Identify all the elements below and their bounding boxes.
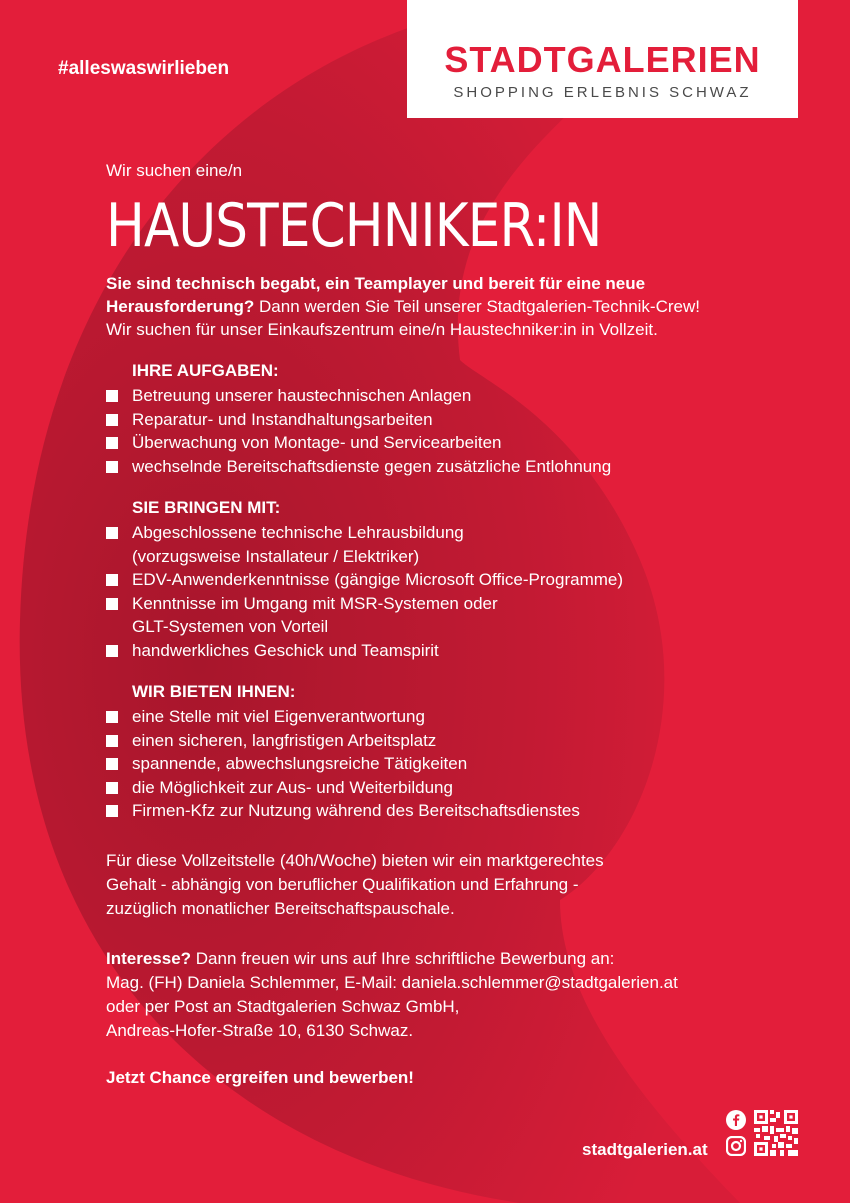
list-item xyxy=(106,384,806,408)
section-2 xyxy=(106,681,806,823)
list-item-text: einen sicheren, langfristigen Arbeitsplatz xyxy=(132,730,437,750)
section-1 xyxy=(106,497,806,662)
section-title: WIR BIETEN IHNEN: xyxy=(132,682,296,701)
list-item-text: wechselnde Bereitschaftsdienste gegen zusätzliche Entlohnung xyxy=(132,456,612,476)
list-item xyxy=(106,639,806,663)
bullet-square-icon xyxy=(106,437,118,449)
bullet-square-icon xyxy=(106,461,118,473)
list-item xyxy=(106,752,806,776)
list-item-text: eine Stelle mit viel Eigenverantwortung xyxy=(132,707,425,726)
contact-line-1 xyxy=(106,947,806,971)
bullet-square-icon xyxy=(106,645,118,657)
salary-line: Gehalt - abhängig von beruflicher Qualifikation und Erfahrung - xyxy=(106,874,579,894)
list-item xyxy=(106,521,806,568)
sections xyxy=(106,360,806,823)
bullet-square-icon xyxy=(106,574,118,586)
list-item xyxy=(106,799,806,823)
list-item-text: Reparatur- und Instandhaltungsarbeiten xyxy=(132,409,433,429)
hashtag: #alleswaswirlieben xyxy=(58,58,230,79)
list-item-text: EDV-Anwenderkenntnisse (gängige Microsoft Office-Programme) xyxy=(132,570,624,589)
list-item-text: GLT-Systemen von Vorteil xyxy=(132,617,329,636)
contact-line-1-rest: Dann freuen wir uns auf Ihre schriftliche Bewerbung an: xyxy=(191,948,615,968)
bullet-square-icon xyxy=(106,758,118,770)
bullet-square-icon xyxy=(106,414,118,426)
bullet-square-icon xyxy=(106,711,118,723)
bullet-square-icon xyxy=(106,782,118,794)
job-ad-content xyxy=(106,160,806,1088)
list-item xyxy=(106,776,806,800)
facebook-icon[interactable] xyxy=(726,1110,746,1130)
list-item xyxy=(106,592,806,639)
social-icons xyxy=(726,1110,748,1162)
bullet-square-icon xyxy=(106,598,118,610)
list-item xyxy=(106,408,806,432)
list-item xyxy=(106,455,806,479)
search-line: Wir suchen eine/n xyxy=(106,161,243,180)
section-title: SIE BRINGEN MIT: xyxy=(132,498,281,517)
call-to-action: Jetzt Chance ergreifen und bewerben! xyxy=(106,1067,414,1087)
list-item-text: (vorzugsweise Installateur / Elektriker) xyxy=(132,546,420,566)
salary-line: zuzüglich monatlicher Bereitschaftspauschale. xyxy=(106,898,455,918)
contact-address-line: Andreas-Hofer-Straße 10, 6130 Schwaz. xyxy=(106,1020,414,1040)
bullet-square-icon xyxy=(106,390,118,402)
bullet-square-icon xyxy=(106,527,118,539)
salary-paragraph xyxy=(106,849,806,921)
bullet-list xyxy=(106,705,806,823)
list-item-text: Kenntnisse im Umgang mit MSR-Systemen oder xyxy=(132,593,498,613)
lead-paragraph xyxy=(106,272,706,341)
website-link[interactable]: stadtgalerien.at xyxy=(582,1140,708,1159)
list-item-text: Überwachung von Montage- und Servicearbeiten xyxy=(132,433,502,452)
section-title: IHRE AUFGABEN: xyxy=(132,361,279,380)
lead-rest: Dann werden Sie Teil unserer Stadtgalerien-Technik-Crew! Wir suchen für unser Einkaufszentrum eine/n Haustechniker:in in Vollzeit. xyxy=(106,297,700,339)
interest-bold: Interesse? xyxy=(106,948,192,968)
contact-email-line[interactable]: Mag. (FH) Daniela Schlemmer, E-Mail: daniela.schlemmer@stadtgalerien.at xyxy=(106,972,678,992)
list-item-text: handwerkliches Geschick und Teamspirit xyxy=(132,640,439,660)
qr-code-icon[interactable] xyxy=(754,1110,798,1156)
list-item-text: Abgeschlossene technische Lehrausbildung xyxy=(132,523,464,542)
instagram-icon[interactable] xyxy=(726,1136,746,1156)
bullet-list xyxy=(106,384,806,478)
job-title: HAUSTECHNIKER:IN xyxy=(106,191,602,261)
list-item-text: die Möglichkeit zur Aus- und Weiterbildung xyxy=(132,777,453,797)
bullet-square-icon xyxy=(106,735,118,747)
list-item-text: spannende, abwechslungsreiche Tätigkeiten xyxy=(132,754,468,773)
salary-line: Für diese Vollzeitstelle (40h/Woche) bieten wir ein marktgerechtes xyxy=(106,850,604,870)
contact-paragraph xyxy=(106,947,806,1043)
list-item xyxy=(106,705,806,729)
section-0 xyxy=(106,360,806,478)
bullet-list xyxy=(106,521,806,662)
bullet-square-icon xyxy=(106,805,118,817)
list-item xyxy=(106,431,806,455)
logo xyxy=(407,0,798,118)
list-item-text: Firmen-Kfz zur Nutzung während des Bereitschaftsdienstes xyxy=(132,801,580,820)
list-item-text: Betreuung unserer haustechnischen Anlagen xyxy=(132,386,472,405)
logo-subtitle: SHOPPING ERLEBNIS SCHWAZ xyxy=(453,84,752,101)
logo-title: STADTGALERIEN xyxy=(444,39,761,80)
list-item xyxy=(106,568,806,592)
contact-line-3: oder per Post an Stadtgalerien Schwaz GmbH, xyxy=(106,996,460,1016)
list-item xyxy=(106,729,806,753)
lead-bold: Sie sind technisch begabt, ein Teamplayer und bereit für eine neue Herausforderung? xyxy=(106,274,646,316)
